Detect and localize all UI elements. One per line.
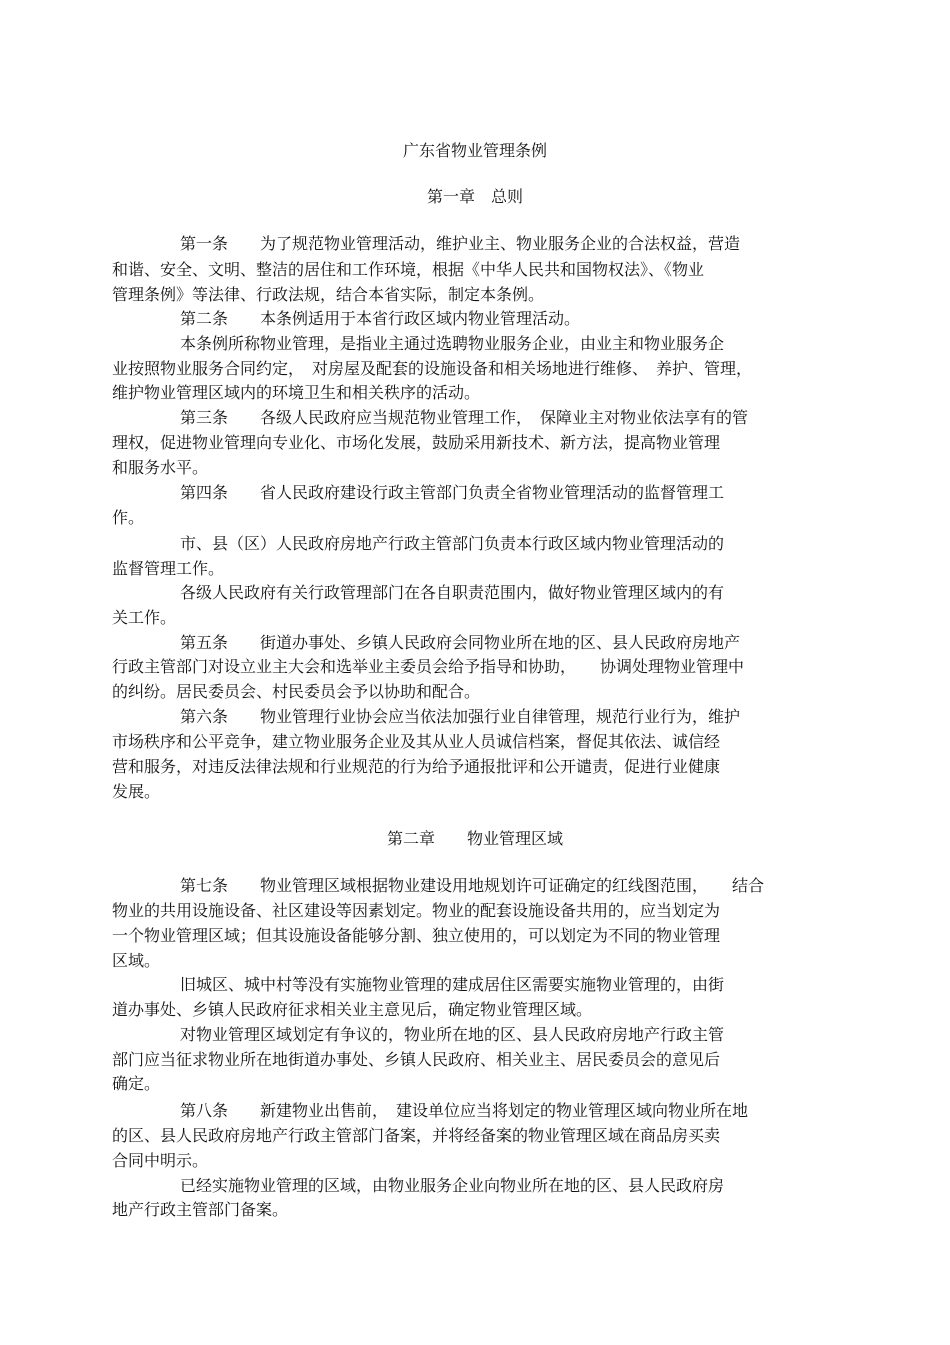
text-line: 第五条 街道办事处、乡镇人民政府会同物业所在地的区、县人民政府房地产 — [180, 633, 741, 652]
text-line: 行政主管部门对设立业主大会和选举业主委员会给予指导和协助， 协调处理物业管理中 — [112, 657, 745, 676]
text-line: 第七条 物业管理区域根据物业建设用地规划许可证确定的红线图范围， 结合 — [180, 876, 765, 895]
text-line: 本条例所称物业管理，是指业主通过选聘物业服务企业，由业主和物业服务企 — [180, 334, 725, 353]
text-line: 和谐、安全、文明、整洁的居住和工作环境，根据《中华人民共和国物权法》、《物业 — [112, 260, 705, 279]
text-line: 的区、县人民政府房地产行政主管部门备案，并将经备案的物业管理区域在商品房买卖 — [112, 1126, 721, 1145]
text-line: 旧城区、城中村等没有实施物业管理的建成居住区需要实施物业管理的，由街 — [180, 975, 725, 994]
text-line: 理权，促进物业管理向专业化、市场化发展，鼓励采用新技术、新方法，提高物业管理 — [112, 433, 721, 452]
text-line: 第四条 省人民政府建设行政主管部门负责全省物业管理活动的监督管理工 — [180, 483, 725, 502]
text-line: 维护物业管理区域内的环境卫生和相关秩序的活动。 — [112, 383, 481, 402]
text-line: 物业的共用设施设备、社区建设等因素划定。物业的配套设施设备共用的，应当划定为 — [112, 901, 721, 920]
text-line: 已经实施物业管理的区域，由物业服务企业向物业所在地的区、县人民政府房 — [180, 1176, 725, 1195]
text-line: 第八条 新建物业出售前， 建设单位应当将划定的物业管理区域向物业所在地 — [180, 1101, 749, 1120]
text-line: 第六条 物业管理行业协会应当依法加强行业自律管理，规范行业行为，维护 — [180, 707, 741, 726]
text-line: 对物业管理区域划定有争议的，物业所在地的区、县人民政府房地产行政主管 — [180, 1025, 725, 1044]
text-line: 监督管理工作。 — [112, 559, 225, 578]
chapter-heading: 第一章 总则 — [426, 187, 523, 206]
text-line: 合同中明示。 — [112, 1151, 209, 1170]
text-line: 和服务水平。 — [112, 458, 209, 477]
text-line: 确定。 — [112, 1074, 161, 1093]
text-line: 市场秩序和公平竞争，建立物业服务企业及其从业人员诚信档案，督促其依法、诚信经 — [112, 732, 721, 751]
text-line: 业按照物业服务合同约定， 对房屋及配套的设施设备和相关场地进行维修、 养护、管理， — [112, 359, 753, 378]
text-line: 一个物业管理区域；但其设施设备能够分割、独立使用的，可以划定为不同的物业管理 — [112, 926, 721, 945]
text-line: 的纠纷。居民委员会、村民委员会予以协助和配合。 — [112, 682, 481, 701]
text-line: 第二条 本条例适用于本省行政区域内物业管理活动。 — [180, 309, 581, 328]
text-line: 地产行政主管部门备案。 — [112, 1200, 289, 1219]
document-title: 广东省物业管理条例 — [402, 141, 547, 160]
text-line: 各级人民政府有关行政管理部门在各自职责范围内，做好物业管理区域内的有 — [180, 583, 725, 602]
text-line: 关工作。 — [112, 608, 177, 627]
text-line: 第三条 各级人民政府应当规范物业管理工作， 保障业主对物业依法享有的管 — [180, 408, 749, 427]
text-line: 作。 — [112, 508, 145, 527]
text-line: 市、县（区）人民政府房地产行政主管部门负责本行政区域内物业管理活动的 — [180, 534, 725, 553]
text-line: 管理条例》等法律、行政法规，结合本省实际，制定本条例。 — [112, 285, 545, 304]
chapter-heading: 第二章 物业管理区域 — [386, 829, 563, 848]
text-line: 部门应当征求物业所在地街道办事处、乡镇人民政府、相关业主、居民委员会的意见后 — [112, 1050, 721, 1069]
text-line: 道办事处、乡镇人民政府征求相关业主意见后，确定物业管理区域。 — [112, 1000, 593, 1019]
text-line: 发展。 — [112, 782, 161, 801]
text-line: 区域。 — [112, 951, 161, 970]
text-line: 营和服务，对违反法律法规和行业规范的行为给予通报批评和公开谴责，促进行业健康 — [112, 757, 721, 776]
text-line: 第一条 为了规范物业管理活动，维护业主、物业服务企业的合法权益，营造 — [180, 234, 741, 253]
